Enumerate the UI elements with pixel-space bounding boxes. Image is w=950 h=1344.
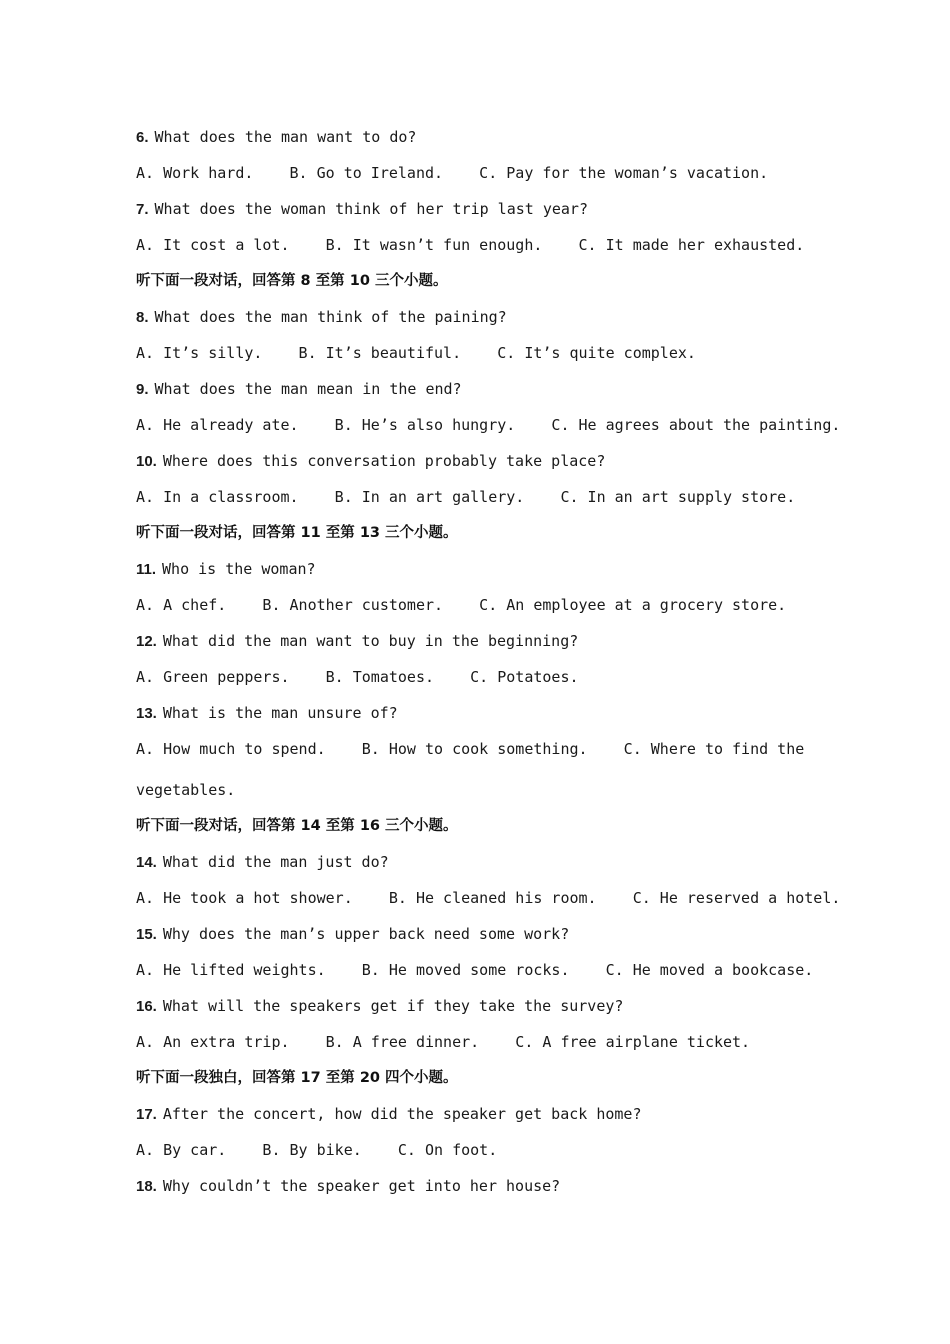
answer-options-17: A. By car. B. By bike. C. On foot.: [136, 1141, 498, 1159]
question-11: [136, 557, 836, 593]
question-text: What did the man want to buy in the beginning?: [162, 632, 579, 650]
answer-options-13-continued: vegetables.: [136, 781, 236, 799]
answer-options-6: A. Work hard. B. Go to Ireland. C. Pay for the woman’s vacation.: [136, 164, 769, 182]
question-number: 8.: [136, 309, 149, 326]
question-text: What will the speakers get if they take the survey?: [162, 997, 624, 1015]
question-text: What did the man just do?: [162, 853, 389, 871]
question-6: [136, 125, 836, 161]
question-number: 7.: [136, 201, 149, 218]
question-number: 11.: [136, 561, 157, 578]
question-number: 15.: [136, 926, 157, 943]
answer-options-14: A. He took a hot shower. B. He cleaned his room. C. He reserved a hotel.: [136, 889, 841, 907]
question-17: [136, 1102, 836, 1138]
answer-options-9: A. He already ate. B. He’s also hungry. C. He agrees about the painting.: [136, 416, 841, 434]
question-text: Where does this conversation probably take place?: [162, 452, 606, 470]
question-8: [136, 305, 836, 341]
question-text: What does the man mean in the end?: [154, 380, 462, 398]
question-number: 18.: [136, 1178, 157, 1195]
question-text: What does the woman think of her trip last year?: [154, 200, 588, 218]
question-text: Why does the man’s upper back need some work?: [162, 925, 570, 943]
section-heading: 听下面一段对话，回答第 14 至第 16 三个小题。: [136, 818, 458, 834]
answer-options-12: A. Green peppers. B. Tomatoes. C. Potatoes.: [136, 668, 579, 686]
question-text: What does the man want to do?: [154, 128, 417, 146]
question-7: [136, 197, 836, 233]
answer-options-7: A. It cost a lot. B. It wasn’t fun enough. C. It made her exhausted.: [136, 236, 805, 254]
question-9: [136, 377, 836, 413]
question-14: [136, 850, 836, 886]
section-heading: 听下面一段对话，回答第 8 至第 10 三个小题。: [136, 273, 448, 289]
question-number: 13.: [136, 705, 157, 722]
question-number: 14.: [136, 854, 157, 871]
answer-options-11: A. A chef. B. Another customer. C. An employee at a grocery store.: [136, 596, 787, 614]
question-text: Who is the woman?: [162, 560, 316, 578]
question-13: [136, 701, 836, 737]
question-number: 10.: [136, 453, 157, 470]
answer-options-8: A. It’s silly. B. It’s beautiful. C. It’s quite complex.: [136, 344, 696, 362]
question-number: 17.: [136, 1106, 157, 1123]
answer-options-16: A. An extra trip. B. A free dinner. C. A free airplane ticket.: [136, 1033, 751, 1051]
section-heading: 听下面一段独白，回答第 17 至第 20 四个小题。: [136, 1070, 458, 1086]
answer-options-15: A. He lifted weights. B. He moved some rocks. C. He moved a bookcase.: [136, 961, 814, 979]
answer-options-10: A. In a classroom. B. In an art gallery. C. In an art supply store.: [136, 488, 796, 506]
question-number: 9.: [136, 381, 149, 398]
question-number: 12.: [136, 633, 157, 650]
question-text: What does the man think of the paining?: [154, 308, 507, 326]
question-text: Why couldn’t the speaker get into her house?: [162, 1177, 561, 1195]
question-12: [136, 629, 836, 665]
question-16: [136, 994, 836, 1030]
question-number: 16.: [136, 998, 157, 1015]
question-18: [136, 1174, 836, 1210]
question-text: After the concert, how did the speaker get back home?: [162, 1105, 642, 1123]
question-number: 6.: [136, 129, 149, 146]
listening-questions: [136, 125, 841, 1210]
answer-options-13: A. How much to spend. B. How to cook something. C. Where to find the: [136, 740, 805, 758]
section-heading: 听下面一段对话，回答第 11 至第 13 三个小题。: [136, 525, 458, 541]
question-10: [136, 449, 836, 485]
question-15: [136, 922, 836, 958]
question-text: What is the man unsure of?: [162, 704, 398, 722]
